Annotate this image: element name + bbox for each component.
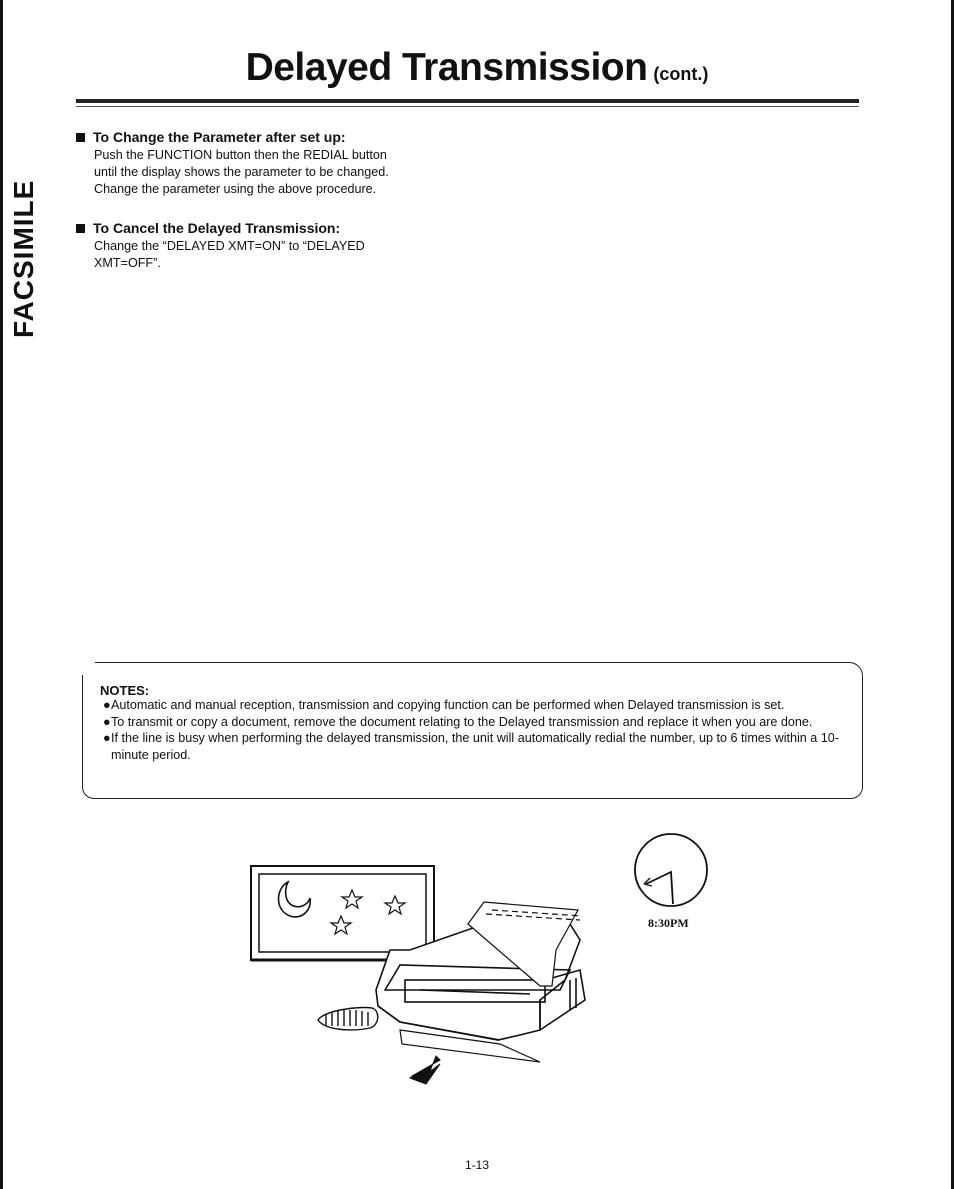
section-heading-text: To Cancel the Delayed Transmission: — [93, 220, 341, 236]
star-icon — [342, 890, 362, 908]
star-icon — [385, 896, 405, 914]
note-item — [103, 730, 843, 763]
note-text: Automatic and manual reception, transmission and copying function can be performed when Delayed transmission is set. — [111, 698, 785, 712]
page-number: 1-13 — [464, 1158, 490, 1172]
star-icon — [331, 916, 351, 934]
section-heading — [76, 129, 476, 145]
side-tab-label: FACSIMILE — [8, 179, 39, 338]
body-line: Change the “DELAYED XMT=ON” to “DELAYED — [94, 239, 365, 253]
page-title-suffix: (cont.) — [653, 64, 709, 84]
title-rule-thin — [76, 106, 859, 107]
clock-icon — [635, 834, 707, 906]
section-body — [94, 147, 476, 198]
bullet-square-icon — [76, 224, 85, 233]
notes-title: NOTES: — [100, 683, 150, 698]
section-body — [94, 238, 476, 272]
body-line: XMT=OFF”. — [94, 256, 161, 270]
section-change-parameter — [76, 129, 476, 198]
note-item — [103, 714, 843, 731]
bullet-dot-icon: ● — [103, 698, 111, 712]
arrow-down-left-icon — [410, 1056, 440, 1084]
moon-icon — [279, 882, 311, 917]
bullet-dot-icon: ● — [103, 714, 111, 729]
section-heading — [76, 220, 476, 236]
title-rule — [76, 99, 859, 103]
note-text: If the line is busy when performing the delayed transmission, the unit will automatically redial the number, up to 6 times within a 10-minute period. — [111, 731, 840, 762]
note-item — [103, 697, 843, 714]
page-title — [0, 46, 954, 90]
handset-cord-icon — [318, 1008, 378, 1030]
page-edge-left — [0, 0, 3, 1189]
section-cancel-delayed — [76, 220, 476, 272]
night-window-icon — [251, 866, 434, 960]
bullet-dot-icon: ● — [103, 731, 111, 746]
body-line: Push the FUNCTION button then the REDIAL button — [94, 148, 387, 162]
page-title-text: Delayed Transmission — [245, 46, 648, 89]
body-line: until the display shows the parameter to be changed. — [94, 165, 389, 179]
body-line: Change the parameter using the above procedure. — [94, 182, 377, 196]
clock-time-label: 8:30PM — [648, 916, 689, 930]
bullet-square-icon — [76, 133, 85, 142]
section-heading-text: To Change the Parameter after set up: — [93, 129, 346, 145]
notes-list — [103, 697, 843, 763]
note-text: To transmit or copy a document, remove the document relating to the Delayed transmission and replace it when you are done. — [111, 714, 813, 729]
delayed-transmission-illustration — [240, 830, 720, 1100]
